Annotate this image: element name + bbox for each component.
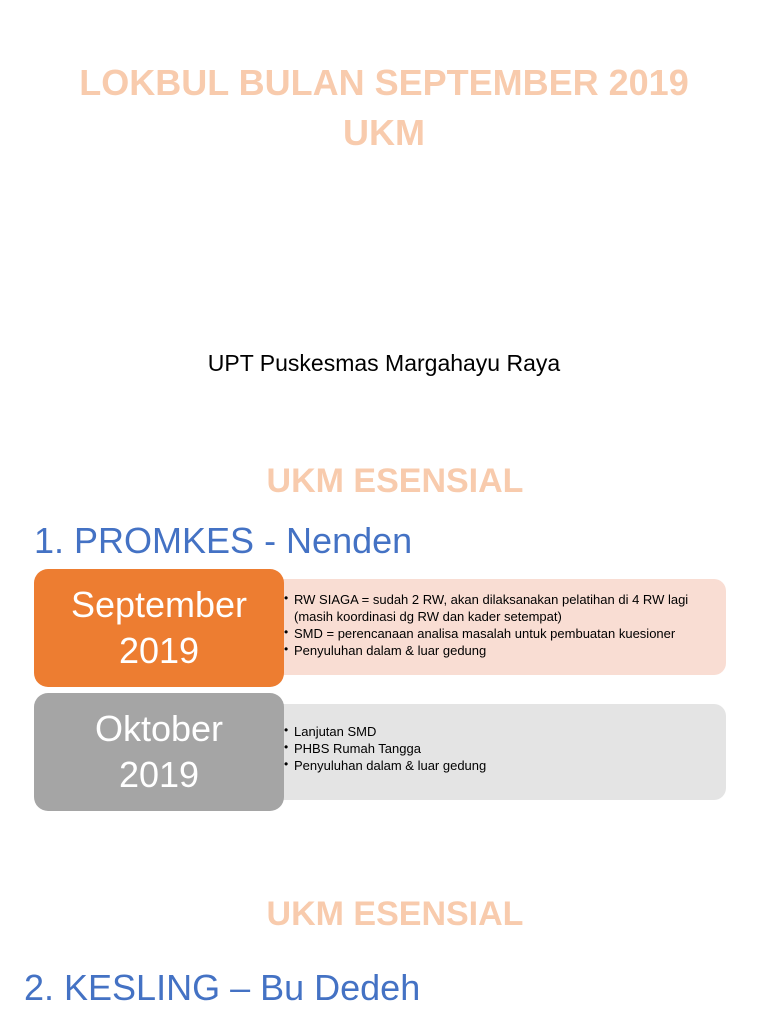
slide-title	[0, 58, 768, 158]
list-item: • RW SIAGA = sudah 2 RW, akan dilaksanakan pelatihan di 4 RW lagi (masih koordinasi dg RW dan kader setempat)	[284, 591, 726, 625]
detail-list-september	[264, 579, 726, 659]
list-item: • Penyuluhan dalam & luar gedung	[284, 642, 726, 659]
detail-box-oktober	[264, 704, 726, 800]
year-label: 2019	[118, 630, 200, 671]
list-item: • PHBS Rumah Tangga	[284, 740, 726, 757]
list-item: • Lanjutan SMD	[284, 723, 726, 740]
slide-subtitle: UPT Puskesmas Margahayu Raya	[207, 350, 561, 376]
section-label-1: UKM ESENSIAL	[266, 462, 524, 500]
slide-title-line-2: UKM	[343, 112, 425, 153]
timeline-row-september	[34, 569, 728, 689]
month-box-oktober	[34, 693, 284, 811]
month-box-september	[34, 569, 284, 687]
section-heading-kesling: 2. KESLING – Bu Dedeh	[24, 967, 421, 1008]
section-heading-promkes: 1. PROMKES - Nenden	[34, 520, 413, 561]
month-label: September	[70, 584, 248, 625]
detail-list-oktober	[264, 704, 726, 774]
list-item: • SMD = perencanaan analisa masalah untuk pembuatan kuesioner	[284, 625, 726, 642]
section-label-2: UKM ESENSIAL	[266, 895, 524, 933]
timeline-row-oktober	[34, 693, 728, 813]
month-label: Oktober	[94, 708, 224, 749]
year-label: 2019	[118, 754, 200, 795]
list-item: • Penyuluhan dalam & luar gedung	[284, 757, 726, 774]
detail-box-september	[264, 579, 726, 675]
slide-title-line-1: LOKBUL BULAN SEPTEMBER 2019	[79, 62, 689, 103]
